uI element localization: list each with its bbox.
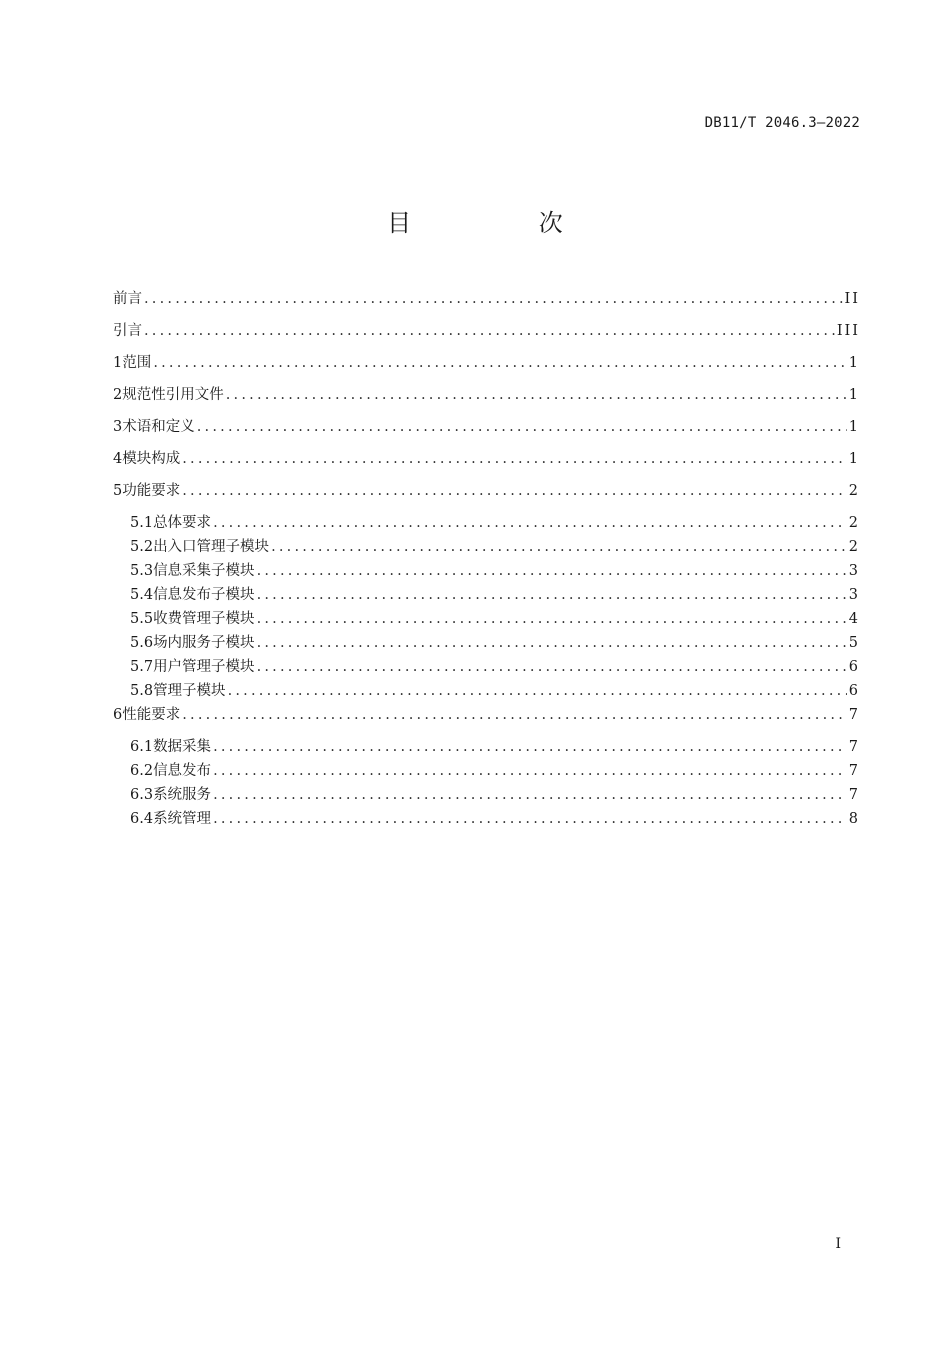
- toc-entry[interactable]: [113, 584, 860, 608]
- toc-entry-page: 2: [848, 515, 860, 531]
- toc-entry-page: 7: [848, 787, 860, 803]
- dot-leader: [153, 352, 846, 374]
- toc-entry-number: 5.8: [130, 683, 154, 699]
- toc-entry-page: III: [836, 323, 860, 339]
- toc-entry[interactable]: [113, 352, 860, 384]
- toc-entry[interactable]: [113, 320, 860, 352]
- toc-entry[interactable]: [113, 808, 860, 832]
- toc-entry-number: 5.2: [130, 539, 154, 555]
- toc-entry-number: 3: [113, 419, 123, 435]
- toc-entry-label: 信息发布子模块: [153, 587, 255, 603]
- toc-entry-number: 5: [113, 483, 123, 499]
- toc-entry-number: 6.3: [130, 787, 154, 803]
- toc-entry-page: 8: [848, 811, 860, 827]
- page-title: 目 次: [387, 209, 623, 237]
- toc-entry[interactable]: [113, 384, 860, 416]
- toc-entry[interactable]: [113, 416, 860, 448]
- dot-leader: [213, 760, 847, 782]
- toc-entry-number: 2: [113, 387, 123, 403]
- toc-entry[interactable]: [113, 560, 860, 584]
- toc-entry-label: 信息采集子模块: [153, 563, 255, 579]
- dot-leader: [271, 536, 847, 558]
- dot-leader: [228, 680, 847, 702]
- toc-entry-number: 5.4: [130, 587, 154, 603]
- toc-entry-number: 5.6: [130, 635, 154, 651]
- toc-entry-number: 1: [113, 355, 123, 371]
- toc-entry-label: 系统管理: [153, 811, 212, 827]
- toc-entry[interactable]: [113, 536, 860, 560]
- dot-leader: [213, 512, 847, 534]
- toc-entry-label: 范围: [122, 355, 152, 371]
- toc-entry-label: 引言: [113, 323, 142, 339]
- toc-entry-page: 1: [848, 355, 860, 371]
- toc-entry[interactable]: [113, 704, 860, 736]
- toc-entry[interactable]: [113, 480, 860, 512]
- toc-entry-label: 管理子模块: [153, 683, 226, 699]
- toc-entry-page: 2: [848, 539, 860, 555]
- dot-leader: [257, 608, 847, 630]
- toc-entry[interactable]: [113, 680, 860, 704]
- toc-entry-page: 3: [848, 563, 860, 579]
- dot-leader: [182, 448, 847, 470]
- toc-entry-label: 数据采集: [153, 739, 212, 755]
- toc-entry-label: 出入口管理子模块: [153, 539, 270, 555]
- toc-entry[interactable]: [113, 784, 860, 808]
- toc-entry-label: 功能要求: [122, 483, 181, 499]
- table-of-contents: [113, 288, 860, 832]
- toc-entry-label: 术语和定义: [122, 419, 195, 435]
- toc-entry-number: 6.1: [130, 739, 154, 755]
- dot-leader: [257, 632, 847, 654]
- toc-entry[interactable]: [113, 448, 860, 480]
- toc-entry-label: 性能要求: [122, 707, 181, 723]
- toc-entry-number: 6: [113, 707, 123, 723]
- toc-entry-label: 模块构成: [122, 451, 181, 467]
- toc-entry-label: 信息发布: [153, 763, 212, 779]
- dot-leader: [257, 560, 847, 582]
- toc-entry-page: 3: [848, 587, 860, 603]
- toc-entry[interactable]: [113, 608, 860, 632]
- toc-entry-label: 系统服务: [153, 787, 212, 803]
- toc-entry-label: 总体要求: [153, 515, 212, 531]
- toc-entry-page: 1: [848, 451, 860, 467]
- toc-entry[interactable]: [113, 288, 860, 320]
- toc-entry[interactable]: [113, 512, 860, 536]
- dot-leader: [182, 704, 847, 726]
- toc-entry-page: 6: [848, 659, 860, 675]
- toc-entry-page: 5: [848, 635, 860, 651]
- toc-entry-page: 7: [848, 707, 860, 723]
- toc-entry[interactable]: [113, 760, 860, 784]
- dot-leader: [197, 416, 847, 438]
- dot-leader: [144, 288, 843, 310]
- toc-entry-label: 场内服务子模块: [153, 635, 255, 651]
- toc-entry-label: 收费管理子模块: [153, 611, 255, 627]
- dot-leader: [226, 384, 847, 406]
- toc-entry-number: 5.1: [130, 515, 154, 531]
- dot-leader: [257, 584, 847, 606]
- toc-entry-number: 5.3: [130, 563, 154, 579]
- toc-entry-number: 6.4: [130, 811, 154, 827]
- toc-entry-label: 前言: [113, 291, 142, 307]
- toc-entry-number: 6.2: [130, 763, 154, 779]
- toc-entry-page: 1: [848, 387, 860, 403]
- toc-entry-page: 4: [848, 611, 860, 627]
- toc-entry-number: 5.5: [130, 611, 154, 627]
- toc-entry-label: 用户管理子模块: [153, 659, 255, 675]
- toc-entry-page: 6: [848, 683, 860, 699]
- toc-entry-number: 5.7: [130, 659, 154, 675]
- toc-entry-page: 7: [848, 763, 860, 779]
- dot-leader: [213, 736, 847, 758]
- toc-entry-page: 7: [848, 739, 860, 755]
- dot-leader: [144, 320, 835, 342]
- toc-entry[interactable]: [113, 632, 860, 656]
- toc-entry[interactable]: [113, 736, 860, 760]
- dot-leader: [182, 480, 847, 502]
- toc-entry-page: 2: [848, 483, 860, 499]
- dot-leader: [213, 808, 847, 830]
- toc-entry-page: II: [844, 291, 860, 307]
- toc-entry-label: 规范性引用文件: [122, 387, 224, 403]
- toc-entry-number: 4: [113, 451, 123, 467]
- toc-entry-page: 1: [848, 419, 860, 435]
- dot-leader: [213, 784, 847, 806]
- page-number: I: [835, 1236, 841, 1252]
- standard-code: DB11/T 2046.3—2022: [704, 115, 860, 131]
- toc-entry[interactable]: [113, 656, 860, 680]
- dot-leader: [257, 656, 847, 678]
